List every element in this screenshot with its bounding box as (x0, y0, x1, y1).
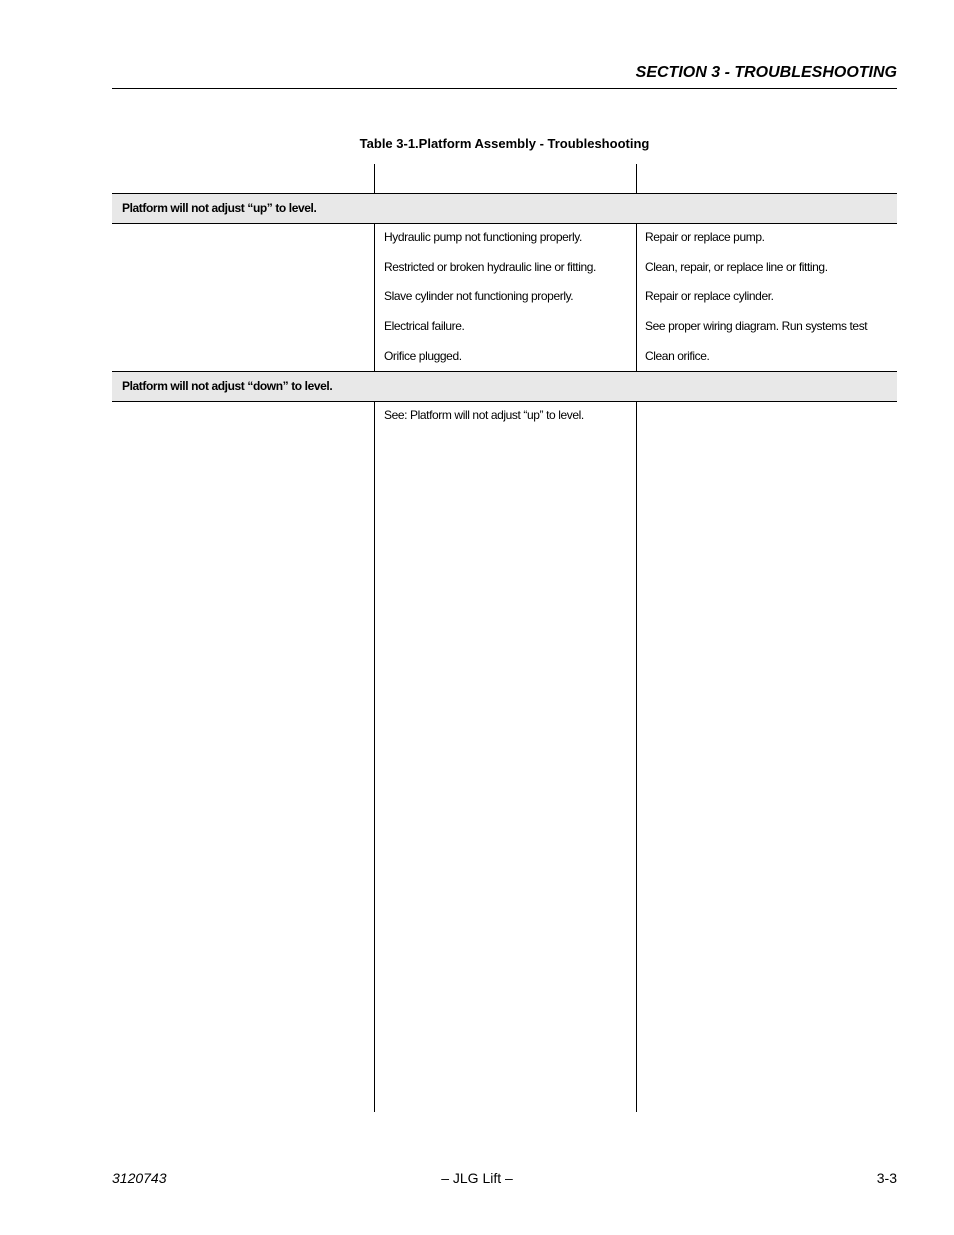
trouble-band (112, 194, 897, 223)
header-rule (112, 88, 897, 89)
remedy-cell: Repair or replace pump. (645, 230, 765, 244)
column-divider (374, 402, 375, 1112)
remedy-cell: Repair or replace cylinder. (645, 289, 774, 303)
remedy-cell: Clean, repair, or replace line or fitting. (645, 260, 828, 274)
band-rule (112, 401, 897, 402)
column-divider (374, 164, 375, 193)
cause-cell: Slave cylinder not functioning properly. (384, 289, 574, 303)
cause-cell: Electrical failure. (384, 319, 465, 333)
cause-cell: Orifice plugged. (384, 349, 462, 363)
remedy-cell: See proper wiring diagram. Run systems test (645, 319, 868, 333)
cause-cell: Restricted or broken hydraulic line or fitting. (384, 260, 596, 274)
column-divider (636, 402, 637, 1112)
trouble-label: Platform will not adjust “down” to level. (122, 379, 333, 393)
page-number: 3-3 (876, 1170, 897, 1186)
footer-center-text: – JLG Lift – (441, 1170, 513, 1186)
column-divider (636, 164, 637, 193)
band-rule (112, 223, 897, 224)
trouble-label: Platform will not adjust “up” to level. (122, 201, 317, 215)
remedy-cell: Clean orifice. (645, 349, 710, 363)
section-title: SECTION 3 - TROUBLESHOOTING (635, 64, 897, 81)
column-divider (636, 224, 637, 371)
cause-cell: Hydraulic pump not functioning properly. (384, 230, 582, 244)
troubleshooting-table (112, 164, 897, 1112)
trouble-band (112, 372, 897, 401)
column-divider (374, 224, 375, 371)
cause-cell: See: Platform will not adjust “up” to level. (384, 408, 584, 422)
doc-number: 3120743 (112, 1170, 167, 1186)
table-title: Table 3-1.Platform Assembly - Troubleshooting (359, 136, 650, 151)
